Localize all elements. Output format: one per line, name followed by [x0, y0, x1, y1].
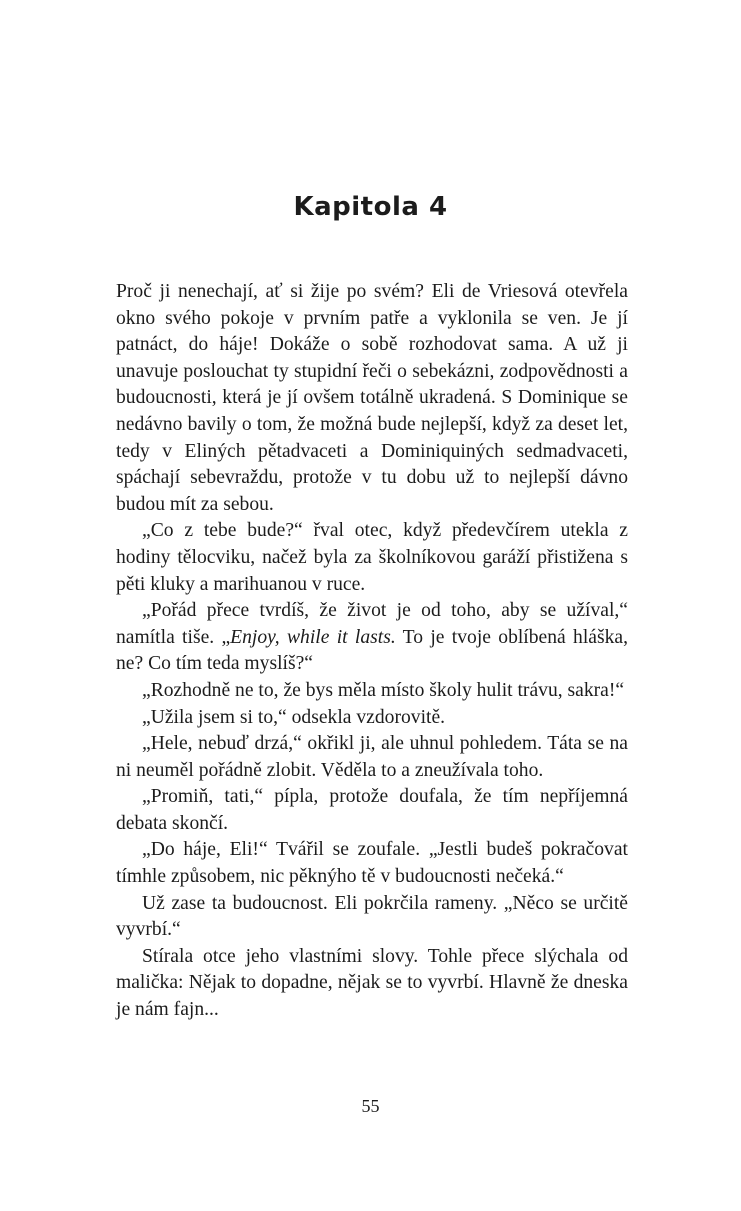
text-run: „Pořád přece tvrdíš, že život je od toho, aby se užíval,“ namítla tiše. „ [116, 600, 628, 648]
text-run-italic: Enjoy, while it lasts. [230, 626, 396, 648]
paragraph [116, 279, 628, 518]
paragraph [116, 944, 628, 1024]
text-run: Už zase ta budoucnost. Eli pokrčila rameny. „Něco se určitě vyvrbí.“ [116, 892, 628, 941]
text-run: „Promiň, tati,“ pípla, protože doufala, že tím nepříjemná debata skončí. [116, 786, 628, 834]
text-run: Stírala otce jeho vlastními slovy. Tohle přece slýchala od malička: Nějak to dopadne, nějak se to vyvrbí. Hlavně že dneska je nám fajn... [116, 945, 628, 1021]
paragraph [116, 678, 628, 705]
paragraph [116, 598, 628, 678]
paragraph [116, 705, 628, 732]
text-run: To je tvoje oblíbená hláška, ne? Co tím teda myslíš?“ [116, 626, 628, 675]
text-run: „Rozhodně ne to, že bys měla místo školy hulit trávu, sakra!“ [142, 679, 625, 701]
body-text [116, 279, 628, 1024]
text-run: „Co z tebe bude?“ řval otec, když předevčírem utekla z hodiny tělocviku, načež byla za školníkovou garáží přistižena s pěti kluky a marihuanou v ruce. [116, 520, 628, 595]
paragraph [116, 784, 628, 837]
text-run: „Hele, nebuď drzá,“ okřikl ji, ale uhnul pohledem. Táta se na ni neuměl pořádně zlobit. Věděla to a zneužívala toho. [116, 733, 628, 781]
paragraph [116, 731, 628, 784]
paragraph [116, 837, 628, 890]
paragraph [116, 891, 628, 944]
page-number: 55 [361, 1096, 380, 1116]
text-run: Proč ji nenechají, ať si žije po svém? Eli de Vriesová otevřela okno svého pokoje v prvním patře a vyklonila se ven. Je jí patnáct, do háje! Dokáže o sobě rozhodovat sama. A už ji unavuje poslouchat ty stupidní řeči o sebekázni, zodpovědnosti a budoucnosti, která je jí ovšem totálně ukradená. S Dominique se nedávno bavily o tom, že možná bude nejlepší, když za deset let, tedy v Eliných pětadvaceti a Dominiquiných sedmadvaceti, spáchají sebevraždu, protože v tu dobu už to nejlepší dávno budou mít za sebou. [116, 281, 628, 515]
text-run: „Užila jsem si to,“ odsekla vzdorovitě. [142, 706, 446, 728]
text-run: „Do háje, Eli!“ Tvářil se zoufale. „Jestli budeš pokračovat tímhle způsobem, nic pěknýho tě v budoucnosti nečeká.“ [116, 839, 628, 888]
chapter-title: Kapitola 4 [293, 192, 448, 222]
paragraph [116, 518, 628, 598]
